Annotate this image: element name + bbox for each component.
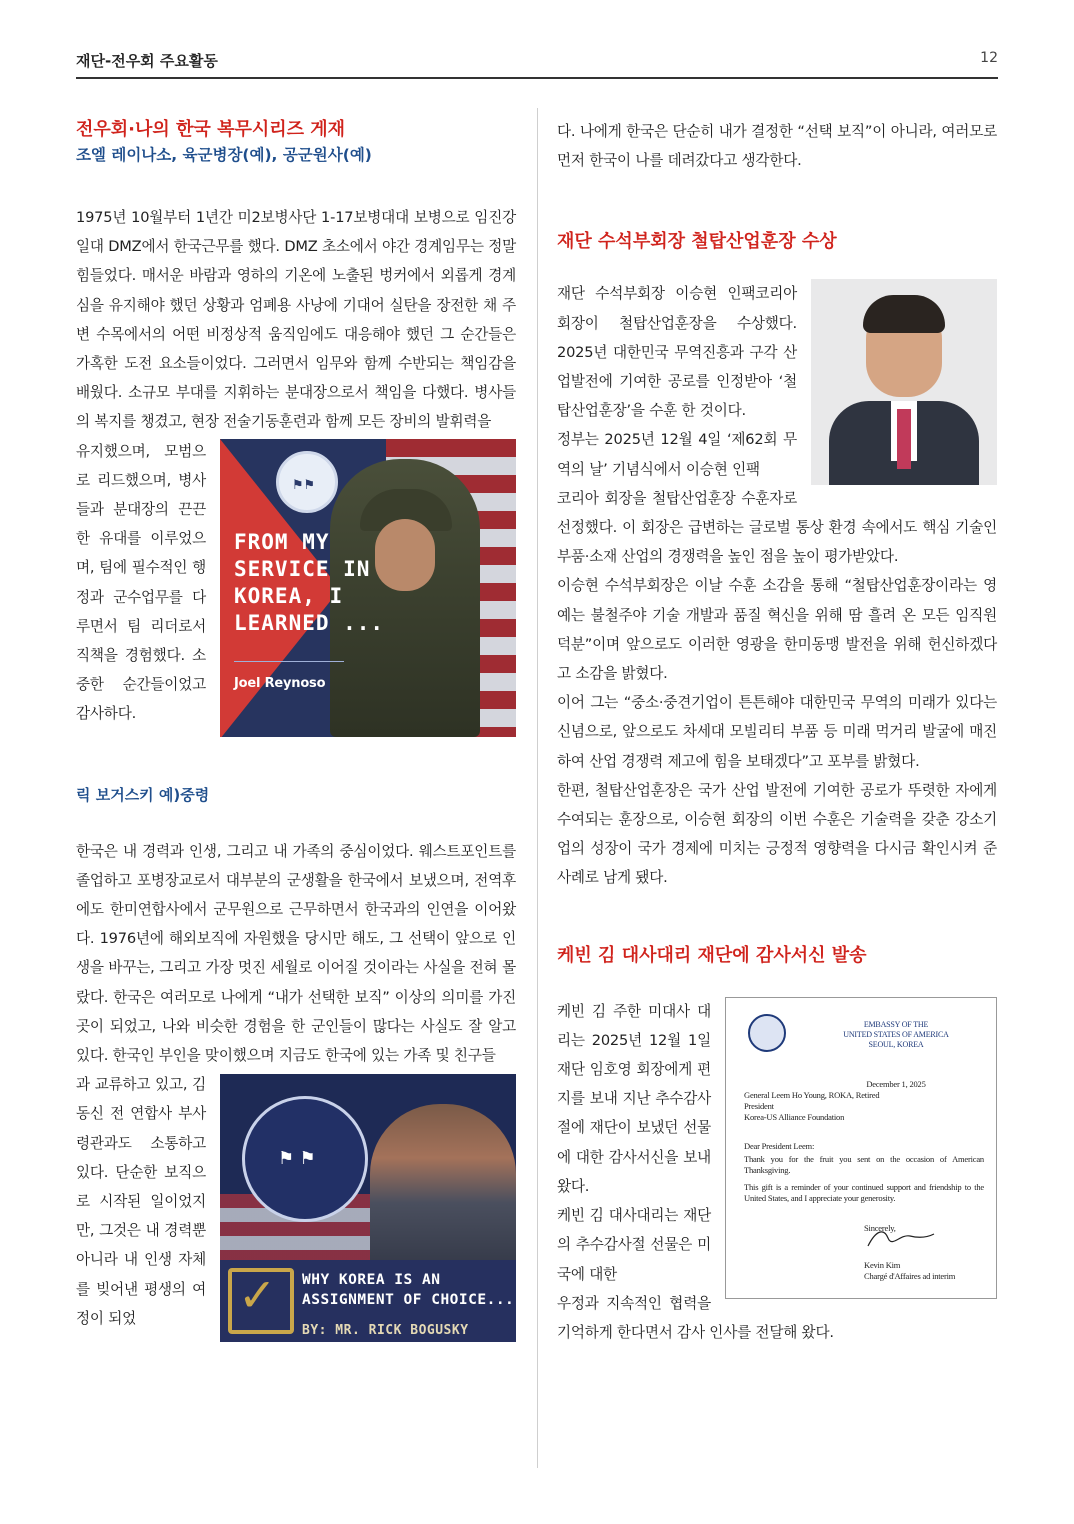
header-rule [76, 77, 998, 79]
letter-paragraph: This gift is a reminder of your continued support and friendship to the United States, and I appreciate your generosity. [744, 1181, 984, 1203]
article-body-letter [557, 997, 997, 1347]
tie [897, 409, 911, 469]
paragraph: 과 교류하고 있고, 김동신 전 연합사 부사령관과도 소통하고 있다. 단순한 보직으로 시작된 일이었지만, 그것은 내 경력뿐 아니라 내 인생 자체를 빚어낸 평생의 여정이 되었 [76, 1076, 206, 1327]
embassy-letter [725, 997, 997, 1299]
page-number: 12 [980, 50, 998, 66]
section-title-service-series: 전우회·나의 한국 복무시리즈 게재 [76, 119, 346, 140]
paragraph: 이승현 수석부회장은 이날 수훈 소감을 통해 “철탑산업훈장이라는 영예는 불철주야 기술 개발과 품질 혁신을 위해 땀 흘려 온 모든 임직원 덕분”이며 앞으로도 이러한 영광을 한미동맹 발전을 위해 헌신하겠다고 소감을 밝혔다. [557, 577, 997, 683]
embassy-seal-icon [748, 1014, 786, 1052]
cover-author: BY: MR. RICK BOGUSKY [302, 1323, 469, 1339]
section-title-award: 재단 수석부회장 철탑산업훈장 수상 [557, 231, 837, 253]
paragraph: 유지했으며, 모범으로 리드했으며, 병사들과 분대장의 끈끈한 유대를 이루었으며, 팀에 필수적인 행정과 군수업무를 다루면서 팀 리더로서 직책을 경험했다. 소중한 순간들이었고 감사하다. [76, 442, 206, 723]
letter-address: General Leem Ho Young, ROKA, Retired President Korea-US Alliance Foundation [744, 1089, 880, 1122]
running-header-title: 재단-전우회 주요활동 [76, 52, 218, 70]
author-photo [370, 1104, 516, 1284]
paragraph: 한편, 철탑산업훈장은 국가 산업 발전에 기여한 공로가 뚜렷한 자에게 수여되는 훈장으로, 이승현 회장의 이번 수훈은 기술력을 갖춘 강소기업의 성장이 국가 경제에 미치는 긍정적 영향력을 다시금 확인시켜 준 사례로 남게 됐다. [557, 781, 997, 887]
letter-paragraph: Thank you for the fruit you sent on the occasion of American Thanksgiving. [744, 1153, 984, 1175]
letter-signer: Kevin Kim Chargé d'Affaires ad interim [864, 1259, 956, 1281]
article-body-joel [76, 203, 516, 737]
paragraph: 1975년 10월부터 1년간 미2보병사단 1-17보병대대 보병으로 임진강일대 DMZ에서 한국근무를 했다. DMZ 초소에서 야간 경계임무는 정말 힘들었다. 매서운 바람과 영하의 기온에 노출된 벙커에서 외롭게 경계심을 유지해야 했던 상황과 엄폐용 사낭에 기대어 실탄을 장전한 채 주변 수목에서의 어떤 비정상적 움직임에도 대응해야 했던 그 순간들은 가혹한 도전 요소들이었다. 그러면서 임무와 함께 수반되는 책임감을 배웠다. 소규모 부대를 지휘하는 분대장으로서 책임을 다했다. 병사들의 복지를 챙겼고, 현장 전술기동훈련과 함께 모든 장비의 발휘력을 [76, 209, 516, 431]
veterans-association-badge [242, 1096, 368, 1222]
paragraph: 코리아 회장을 철탑산업훈장 수훈자로 선정했다. 이 회장은 급변하는 글로벌 통상 환경 속에서도 핵심 기술인 부품·소재 산업의 경쟁력을 높인 점을 높이 평가받았다. [557, 489, 997, 566]
byline-joel: 조엘 레이나소, 육군병장(예), 공군원사(예) [76, 146, 372, 164]
paragraph: 한국은 내 경력과 인생, 그리고 내 가족의 중심이었다. 웨스트포인트를 졸업하고 포병장교로서 대부분의 군생활을 한국에서 보냈으며, 전역후에도 한미연합사에서 군무원으로 근무하면서 한국과의 인연을 이어왔다. 1976년에 해외보직에 자원했을 당시만 해도, 그 선택이 앞으로 인생을 바꾸는, 그리고 가장 멋진 세월로 이어질 것이라는 사실을 전혀 몰랐다. 한국은 여러모로 나에게 “내가 선택한 보직” 이상의 의미를 가진 곳이 되었고, 나와 비슷한 경험을 한 군인들이 많다는 사실도 잘 알고 있다. 한국인 부인을 맞이했으며 지금도 한국에 있는 가족 및 친구들 [76, 842, 516, 1065]
article-body-award [557, 279, 997, 892]
flags-icon: ⚑ ⚑ [278, 1148, 316, 1170]
paragraph: 재단 수석부회장 이승현 인팩코리아 회장이 철탑산업훈장을 수상했다. 2025년 대한민국 무역진흥과 구각 산업발전에 기여한 공로를 인정받아 ‘철탑산업훈장’을 수훈 한 것이다. [557, 285, 797, 420]
section-title-letter: 케빈 김 대사대리 재단에 감사서신 발송 [557, 944, 867, 966]
article-continuation [557, 117, 997, 175]
paragraph: 케빈 김 대사대리는 재단의 추수감사절 선물은 미국에 대한 [557, 1207, 711, 1283]
paragraph: 다. 나에게 한국은 단순히 내가 결정한 “선택 보직”이 아니라, 여러모로 먼저 한국이 나를 데려갔다고 생각한다. [557, 123, 997, 170]
veterans-association-seal [276, 451, 338, 513]
cover-rule [234, 661, 344, 662]
paragraph: 정부는 2025년 12월 4일 ‘제62회 무역의 날’ 기념식에서 이승현 인팩 [557, 431, 797, 478]
section-title-rick: 릭 보거스키 예)중령 [76, 785, 210, 804]
paragraph: 우정과 지속적인 협력을 기억하게 한다면서 감사 인사를 전달해 왔다. [557, 1294, 834, 1341]
letter-date: December 1, 2025 [866, 1078, 926, 1089]
article-body-rick [76, 837, 516, 1339]
cover-title: FROM MY SERVICE IN KOREA, I LEARNED ... [234, 529, 385, 635]
paragraph: 케빈 김 주한 미대사 대리는 2025년 12월 1일 재단 임호영 회장에게 편지를 보내 지난 추수감사절에 재단이 보냈던 선물에 대한 감사서신을 보내왔다. [557, 1002, 711, 1195]
letter-salutation: Dear President Leem: [744, 1140, 815, 1151]
book-cover-joel [220, 439, 516, 737]
hair [863, 295, 945, 333]
book-cover-rick [220, 1074, 516, 1342]
portrait-lee-seunghyun [811, 279, 997, 485]
checkmark-icon: ✓ [238, 1268, 277, 1323]
paragraph: 이어 그는 “중소·중견기업이 튼튼해야 대한민국 무역의 미래가 있다는 신념으로, 앞으로도 차세대 모빌리티 부품 등 미래 먹거리 발굴에 매진하여 산업 경쟁력 제고에 힘을 보태겠다”고 포부를 밝혔다. [557, 694, 997, 770]
cover-author: Joel Reynoso [234, 675, 326, 691]
letterhead: EMBASSY OF THE UNITED STATES OF AMERICA SEOUL, KOREA [843, 1019, 949, 1049]
signature-icon [866, 1226, 936, 1250]
right-column [557, 117, 997, 1347]
flags-icon: ⚑⚑ [292, 477, 315, 493]
letter-closing: Sincerely, [864, 1222, 896, 1233]
left-column [76, 117, 516, 1342]
cover-title: WHY KOREA IS AN ASSIGNMENT OF CHOICE... [302, 1272, 515, 1309]
column-divider [537, 108, 538, 1468]
